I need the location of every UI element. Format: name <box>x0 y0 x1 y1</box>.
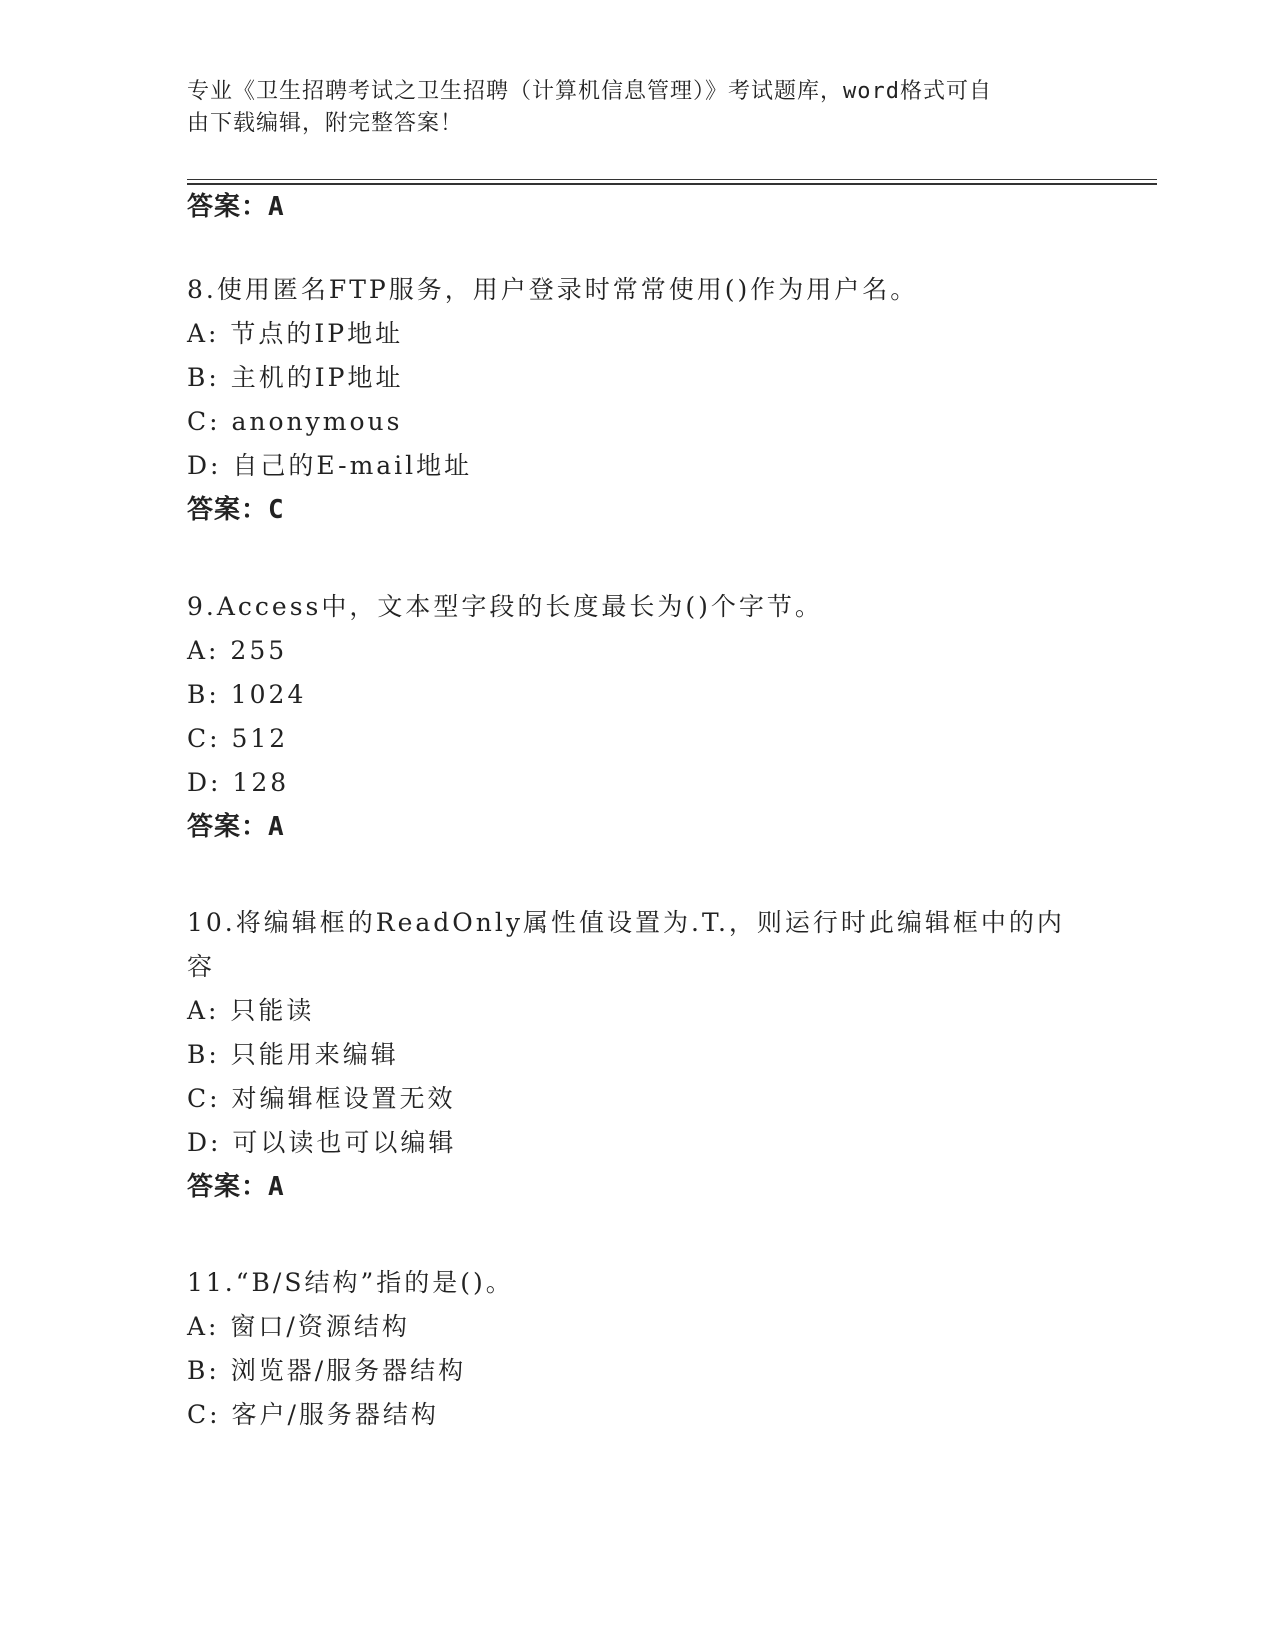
question-9-stem: 9.Access中，文本型字段的长度最长为()个字节。 <box>187 592 823 621</box>
question-8-option-b: B: 主机的IP地址 <box>187 363 404 392</box>
question-10-option-b: B: 只能用来编辑 <box>187 1040 399 1069</box>
question-9-option-c: C: 512 <box>187 724 289 753</box>
question-8-option-d: D: 自己的E-mail地址 <box>187 451 473 480</box>
question-8-stem: 8.使用匿名FTP服务，用户登录时常常使用()作为用户名。 <box>187 275 919 304</box>
question-9-option-b: B: 1024 <box>187 680 307 709</box>
question-11-stem: 11.“B/S结构”指的是()。 <box>187 1268 514 1297</box>
header-line-1: 专业《卫生招聘考试之卫生招聘（计算机信息管理）》考试题库，word格式可自 <box>187 79 992 104</box>
question-10-answer: 答案：A <box>187 1172 285 1202</box>
question-10-stem-line-2: 容 <box>187 952 216 981</box>
question-10-stem-line-1: 10.将编辑框的ReadOnly属性值设置为.T.，则运行时此编辑框中的内 <box>187 908 1065 937</box>
question-11-option-c: C: 客户/服务器结构 <box>187 1400 439 1429</box>
header-line-2: 由下载编辑，附完整答案！ <box>187 111 464 136</box>
question-9-answer: 答案：A <box>187 812 285 842</box>
question-11-option-b: B: 浏览器/服务器结构 <box>187 1356 467 1385</box>
header-divider-thin <box>187 179 1157 180</box>
question-9-option-d: D: 128 <box>187 768 290 797</box>
question-8-answer: 答案：C <box>187 495 285 525</box>
question-11-option-a: A: 窗口/资源结构 <box>187 1312 410 1341</box>
answer-previous: 答案：A <box>187 192 285 222</box>
question-10-option-c: C: 对编辑框设置无效 <box>187 1084 456 1113</box>
document-header <box>187 76 1067 140</box>
question-10-option-d: D: 可以读也可以编辑 <box>187 1128 457 1157</box>
header-divider-thick <box>187 183 1157 185</box>
question-10-option-a: A: 只能读 <box>187 996 315 1025</box>
question-9-option-a: A: 255 <box>187 636 288 665</box>
question-8-option-c: C: anonymous <box>187 407 403 436</box>
question-8-option-a: A: 节点的IP地址 <box>187 319 404 348</box>
